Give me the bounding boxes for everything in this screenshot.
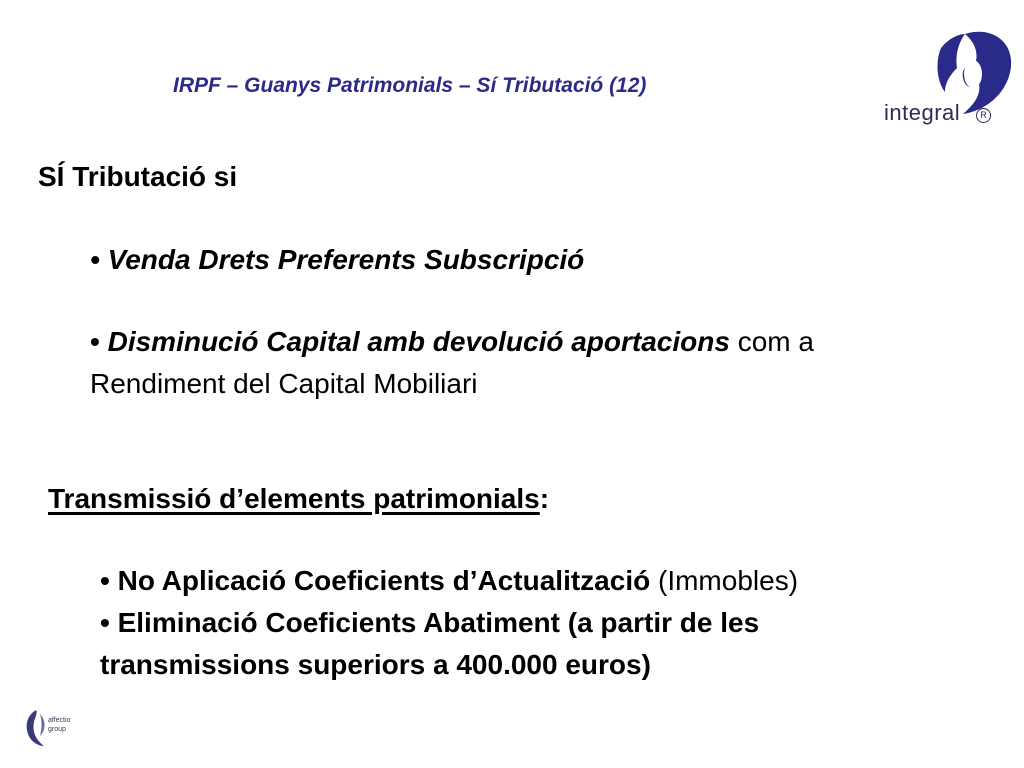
item-emphasis: Disminució Capital amb devolució aportacions	[107, 326, 730, 357]
item-text: Venda Drets Preferents Subscripció	[107, 244, 585, 275]
item-rest: com a	[729, 326, 814, 357]
section1-item-2	[90, 325, 814, 359]
bullet: •	[90, 326, 100, 357]
bullet: •	[90, 244, 100, 275]
section2-heading	[48, 482, 549, 516]
bullet: •	[100, 607, 110, 638]
bullet: •	[100, 565, 110, 596]
section2-item-2-line2: transmissions superiors a 400.000 euros)	[100, 649, 651, 680]
affectio-logo-text	[48, 716, 70, 734]
section1-item-1	[90, 243, 584, 277]
item-emphasis: No Aplicació Coeficients d’Actualització	[117, 565, 651, 596]
affectio-line1: affectio	[48, 717, 71, 724]
item-rest: (Immobles)	[650, 565, 799, 596]
section2-item-1	[100, 564, 798, 598]
integral-logo	[880, 28, 1015, 128]
section1-item-2-line2: Rendiment del Capital Mobiliari	[90, 368, 478, 399]
slide-title: IRPF – Guanys Patrimonials – Sí Tributació (12)	[173, 74, 647, 97]
section1-heading: SÍ Tributació si	[38, 161, 238, 192]
section2-item-2	[100, 606, 759, 640]
affectio-line2: group	[48, 726, 66, 733]
registered-mark: R	[976, 108, 991, 123]
integral-logo-text: integral	[884, 100, 961, 125]
affectio-logo	[22, 708, 82, 748]
item-text: Eliminació Coeficients Abatiment (a partir de les	[117, 607, 760, 638]
section2-heading-text: Transmissió d’elements patrimonials	[48, 483, 540, 514]
affectio-swirl-icon	[22, 708, 48, 748]
section2-heading-colon: :	[539, 483, 550, 514]
